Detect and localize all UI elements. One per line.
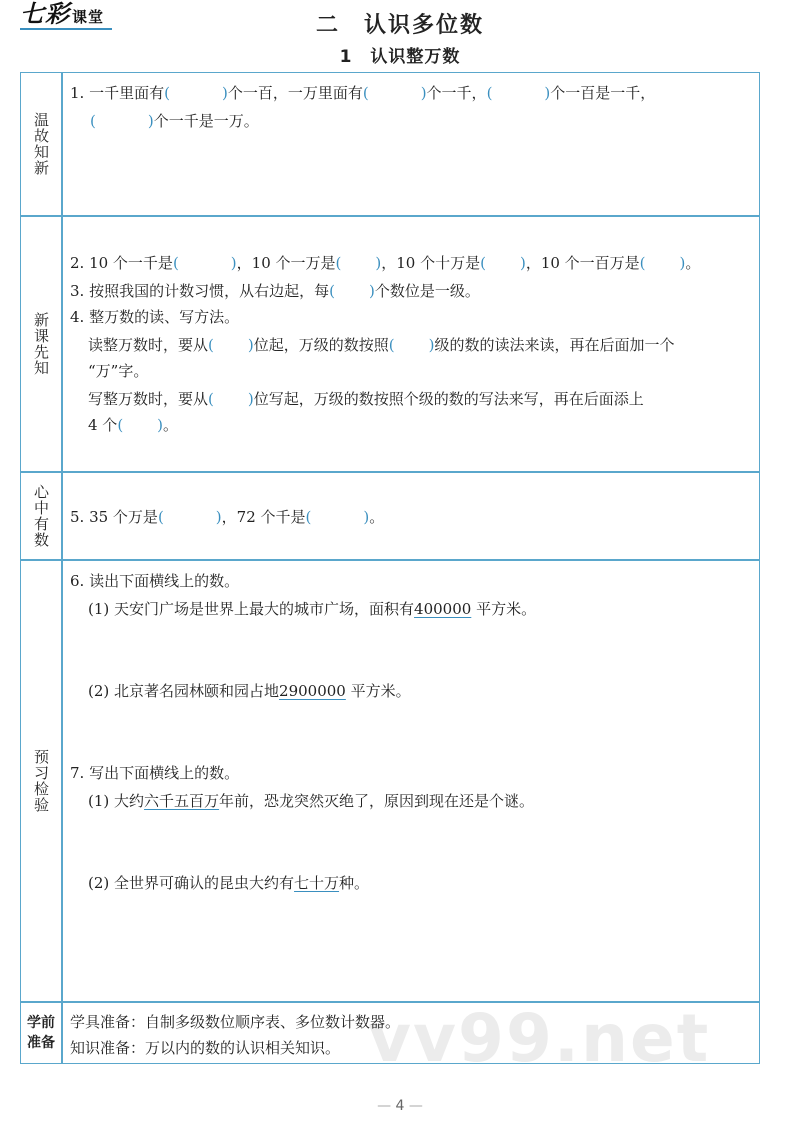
prep-label-line2: 准备 bbox=[27, 1035, 55, 1051]
brand-name: 七彩 bbox=[20, 0, 70, 28]
q6-1-text-b: 平方米。 bbox=[476, 600, 537, 618]
q4-write-text-a: 写整万数时，要从 bbox=[88, 390, 209, 408]
q7-2-text-a: (2) 全世界可确认的昆虫大约有 bbox=[88, 874, 295, 892]
q4-read-text-d: “万”字。 bbox=[88, 362, 149, 380]
q4-write-blank-2[interactable]: ( ) bbox=[117, 416, 164, 434]
q2-blank-2[interactable]: ( ) bbox=[335, 254, 382, 272]
q4-read-text-b: 位起，万级的数按照 bbox=[253, 336, 389, 354]
q3-text-b: 个数位是一级。 bbox=[374, 282, 480, 300]
q2-blank-1[interactable]: ( ) bbox=[172, 254, 237, 272]
prep-tools-text: 学具准备：自制多级数位顺序表、多位数计数器。 bbox=[70, 1013, 401, 1031]
q1-text-b: 个一百，一万里面有 bbox=[227, 84, 363, 102]
question-7-1 bbox=[70, 790, 772, 812]
q4-write-text-c: 4 个 bbox=[88, 416, 118, 434]
question-5 bbox=[70, 506, 754, 528]
q6-2-text-a: (2) 北京著名园林颐和园占地 bbox=[88, 682, 280, 700]
page-dash-left: — bbox=[377, 1098, 396, 1114]
q2-text-a: 2. 10 个一千是 bbox=[70, 254, 173, 272]
q7-2-number: 七十万 bbox=[294, 874, 340, 892]
q4-write-blank-1[interactable]: ( ) bbox=[208, 390, 254, 408]
unit-title: 二 认识多位数 bbox=[315, 13, 484, 38]
question-6 bbox=[70, 570, 754, 592]
q2-blank-3[interactable]: ( ) bbox=[480, 254, 526, 272]
q2-text-b: ，10 个一万是 bbox=[236, 254, 336, 272]
q4-read-blank-2[interactable]: ( ) bbox=[388, 336, 435, 354]
q2-text-e: 。 bbox=[685, 254, 701, 272]
q5-blank-1[interactable]: ( ) bbox=[157, 508, 222, 526]
q2-text-d: ，10 个一百万是 bbox=[525, 254, 640, 272]
page-number-value: 4 bbox=[395, 1098, 405, 1114]
q4-write-text-b: 位写起，万级的数按照个级的数的写法来写，再在后面添上 bbox=[253, 390, 644, 408]
q4-write-text-d: 。 bbox=[163, 416, 179, 434]
q5-blank-2[interactable]: ( ) bbox=[305, 508, 370, 526]
q6-2-number: 2900000 bbox=[279, 682, 346, 700]
page-number bbox=[0, 1098, 800, 1114]
question-4-read-2 bbox=[70, 360, 772, 382]
q5-text-b: ，72 个千是 bbox=[221, 508, 306, 526]
q1-text-e: 个一千是一万。 bbox=[153, 112, 259, 130]
prep-knowledge-text: 知识准备：万以内的数的认识相关知识。 bbox=[70, 1039, 341, 1057]
row-divider-mind bbox=[20, 559, 760, 561]
q7-2-text-b: 种。 bbox=[339, 874, 370, 892]
brand-sub: 课堂 bbox=[72, 8, 105, 26]
question-7-2 bbox=[70, 872, 772, 894]
q6-1-text-a: (1) 天安门广场是世界上最大的城市广场，面积有 bbox=[88, 600, 415, 618]
review-label: 温故知新 bbox=[32, 112, 50, 176]
q1-blank-2[interactable]: ( ) bbox=[362, 84, 427, 102]
prep-label-line1: 学前 bbox=[27, 1015, 55, 1031]
q6-text: 6. 读出下面横线上的数。 bbox=[70, 572, 240, 590]
q7-1-text-a: (1) 大约 bbox=[88, 792, 145, 810]
question-1-line-1 bbox=[70, 82, 754, 104]
new-lesson-label: 新课先知 bbox=[32, 311, 50, 376]
question-1-line-2 bbox=[70, 110, 774, 132]
question-6-2 bbox=[70, 680, 772, 702]
watermark: vv99.net bbox=[368, 1000, 711, 1077]
question-3 bbox=[70, 280, 754, 302]
page-dash-right: — bbox=[404, 1098, 423, 1114]
q3-text-a: 3. 按照我国的计数习惯，从右边起，每 bbox=[70, 282, 330, 300]
q7-1-number: 六千五百万 bbox=[144, 792, 220, 810]
preview-label: 预习检验 bbox=[32, 748, 50, 813]
section-label-prep bbox=[20, 1002, 62, 1064]
question-2 bbox=[70, 252, 754, 274]
prep-tools bbox=[70, 1011, 754, 1033]
q1-text-a: 1. 一千里面有 bbox=[70, 84, 165, 102]
q3-blank[interactable]: ( ) bbox=[329, 282, 375, 300]
q5-text-c: 。 bbox=[369, 508, 385, 526]
q4-read-text-c: 级的数的读法来读，再在后面加一个 bbox=[434, 336, 675, 354]
section-label-mind bbox=[20, 472, 62, 559]
question-4-write-1 bbox=[70, 388, 772, 410]
mind-label: 心中有数 bbox=[32, 483, 50, 548]
q7-1-text-b: 年前，恐龙突然灭绝了，原因到现在还是个谜。 bbox=[219, 792, 535, 810]
q2-blank-4[interactable]: ( ) bbox=[639, 254, 686, 272]
question-4-write-2 bbox=[70, 414, 772, 436]
q1-text-c: 个一千， bbox=[426, 84, 487, 102]
prep-knowledge bbox=[70, 1037, 754, 1059]
q4-read-blank-1[interactable]: ( ) bbox=[208, 336, 254, 354]
q6-1-number: 400000 bbox=[414, 600, 472, 618]
q1-text-d: 个一百是一千， bbox=[550, 84, 656, 102]
question-4 bbox=[70, 306, 754, 328]
q1-blank-3[interactable]: ( ) bbox=[486, 84, 551, 102]
section-label-review bbox=[20, 73, 62, 215]
question-6-1 bbox=[70, 598, 772, 620]
worksheet-table bbox=[20, 72, 760, 1064]
q2-text-c: ，10 个十万是 bbox=[381, 254, 481, 272]
q1-blank-1[interactable]: ( ) bbox=[164, 84, 228, 102]
q1-blank-4[interactable]: ( ) bbox=[90, 112, 154, 130]
question-4-read-1 bbox=[70, 334, 772, 356]
section-label-new-lesson bbox=[20, 216, 62, 471]
question-7 bbox=[70, 762, 754, 784]
q4-text: 4. 整万数的读、写方法。 bbox=[70, 308, 240, 326]
q4-read-text-a: 读整万数时，要从 bbox=[88, 336, 209, 354]
section-label-preview bbox=[20, 560, 62, 1001]
row-divider-review bbox=[20, 215, 760, 217]
q5-text-a: 5. 35 个万是 bbox=[70, 508, 158, 526]
q7-text: 7. 写出下面横线上的数。 bbox=[70, 764, 240, 782]
lesson-title: 1 认识整万数 bbox=[339, 47, 461, 67]
row-divider-new-lesson bbox=[20, 471, 760, 473]
q6-2-text-b: 平方米。 bbox=[350, 682, 411, 700]
